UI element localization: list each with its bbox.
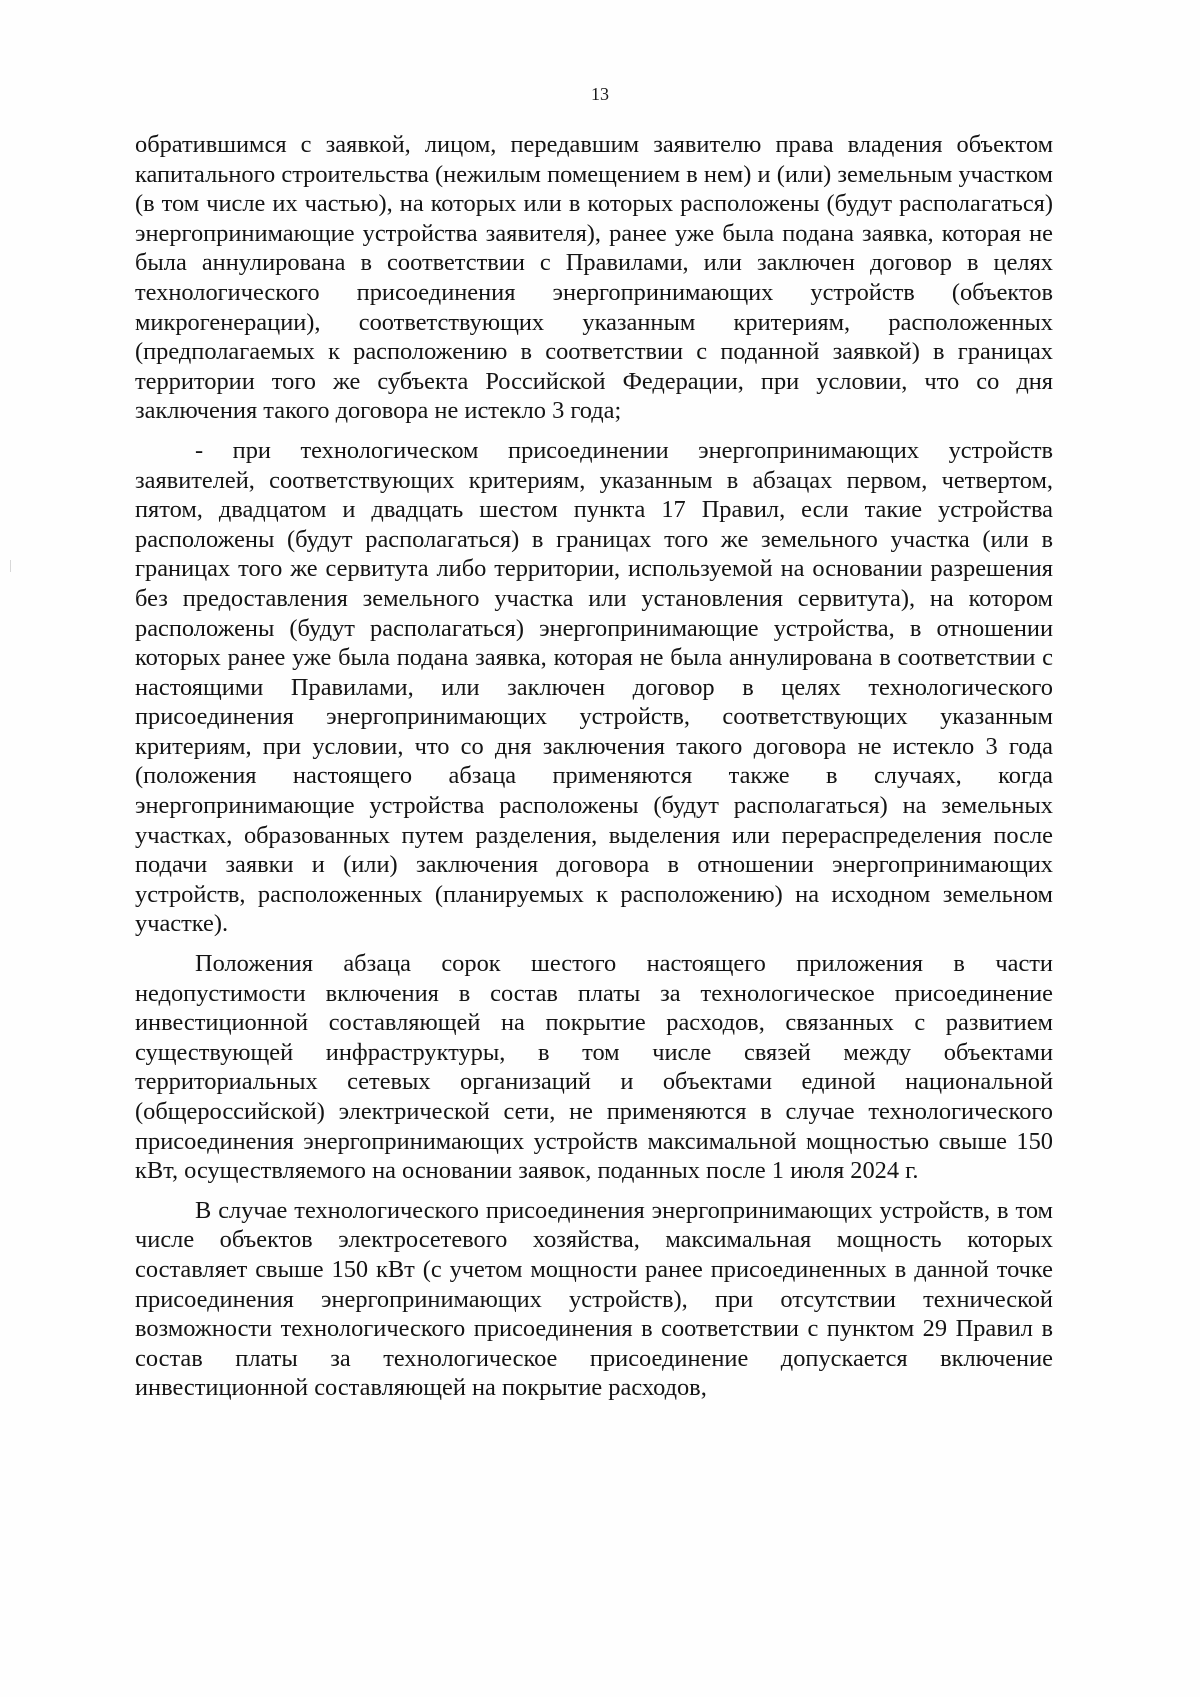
paragraph-list-item: - при технологическом присоединении энергопринимающих устройств заявителей, соответствующих критериям, указанным в абзацах первом, четвертом, пятом, двадцатом и двадцать шестом пункта 17 Правил, если такие устройства расположены (будут располагаться) в границах того же земельного участка (или в границах того же сервитута либо территории, используемой на основании разрешения без предоставления земельного участка или установления сервитута), на котором расположены (будут располагаться) энергопринимающие устройства, в отношении которых ранее уже была подана заявка, которая не была аннулирована в соответствии с настоящими Правилами, или заключен договор в целях технологического присоединения энергопринимающих устройств, соответствующих указанным критериям, при условии, что со дня заключения такого договора не истекло 3 года (положения настоящего абзаца применяются также в случаях, когда энергопринимающие устройства расположены (будут располагаться) на земельных участках, образованных путем разделения, выделения или перераспределения после подачи заявки и (или) заключения договора в отношении энергопринимающих устройств, расположенных (планируемых к расположению) на исходном земельном участке). [135,436,1053,938]
paragraph-investment-component: В случае технологического присоединения энергопринимающих устройств, в том числе объектов электросетевого хозяйства, максимальная мощность которых составляет свыше 150 кВт (с учетом мощности ранее присоединенных в данной точке присоединения энергопринимающих устройств), при отсутствии технической возможности технологического присоединения в соответствии с пунктом 29 Правил в состав платы за технологическое присоединение допускается включение инвестиционной составляющей на покрытие расходов, [135,1196,1053,1402]
paragraph-continuation: обратившимся с заявкой, лицом, передавшим заявителю права владения объектом капитального строительства (нежилым помещением в нем) и (или) земельным участком (в том числе их частью), на которых или в которых расположены (будут располагаться) энергопринимающие устройства заявителя), ранее уже была подана заявка, которая не была аннулирована в соответствии с Правилами, или заключен договор в целях технологического присоединения энергопринимающих устройств (объектов микрогенерации), соответствующих указанным критериям, расположенных (предполагаемых к расположению в соответствии с поданной заявкой) в границах территории того же субъекта Российской Федерации, при условии, что со дня заключения такого договора не истекло 3 года; [135,131,1053,425]
page-number: 13 [591,84,609,104]
paragraph-provisions: Положения абзаца сорок шестого настоящего приложения в части недопустимости включения в состав платы за технологическое присоединение инвестиционной составляющей на покрытие расходов, связанных с развитием существующей инфраструктуры, в том числе связей между объектами территориальных сетевых организаций и объектами единой национальной (общероссийской) электрической сети, не применяются в случае технологического присоединения энергопринимающих устройств максимальной мощностью свыше 150 кВт, осуществляемого на основании заявок, поданных после 1 июля 2024 г. [135,950,1053,1185]
scan-edge-mark [10,560,11,572]
document-body [135,130,1053,1403]
